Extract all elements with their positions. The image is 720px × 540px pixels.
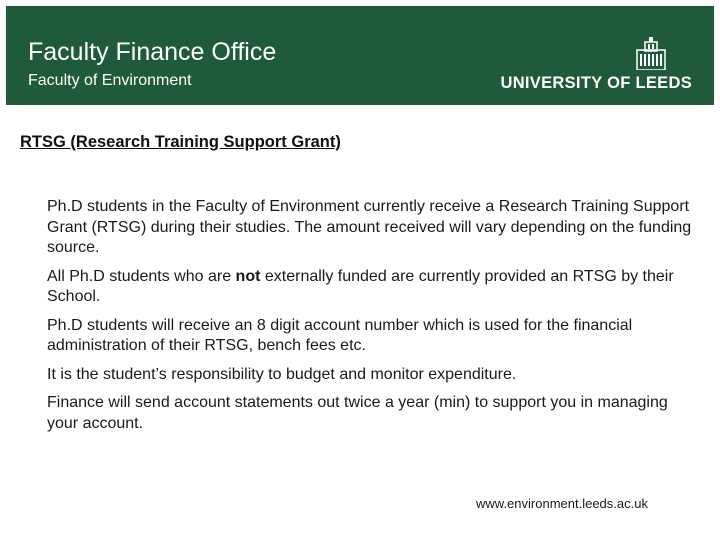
header-banner bbox=[6, 6, 714, 105]
logo-wordmark: UNIVERSITY OF LEEDS bbox=[500, 74, 692, 92]
paragraph-2-text-end: externally funded are currently provided an RTSG by their School. bbox=[47, 267, 674, 305]
university-logo bbox=[500, 36, 692, 92]
footer-url[interactable]: www.environment.leeds.ac.uk bbox=[476, 496, 648, 511]
parkinson-tower-icon bbox=[636, 36, 666, 70]
paragraph-5: Finance will send account statements out twice a year (min) to support you in managing your account. bbox=[47, 394, 668, 432]
paragraph-2 bbox=[47, 267, 697, 308]
page-subtitle: Faculty of Environment bbox=[28, 72, 192, 89]
page-title: Faculty Finance Office bbox=[28, 38, 277, 66]
paragraph-2-emphasis: not bbox=[235, 267, 261, 285]
section-heading: RTSG (Research Training Support Grant) bbox=[20, 133, 341, 151]
paragraph-1: Ph.D students in the Faculty of Environment currently receive a Research Training Support Grant (RTSG) during their studies. The amount received will vary depending on the funding source. bbox=[47, 198, 692, 256]
paragraph-2-text-start: All Ph.D students who are bbox=[47, 267, 236, 285]
paragraph-4: It is the student’s responsibility to budget and monitor expenditure. bbox=[47, 365, 517, 383]
body-text bbox=[47, 197, 697, 442]
paragraph-3: Ph.D students will receive an 8 digit account number which is used for the financial administration of their RTSG, bench fees etc. bbox=[47, 316, 633, 354]
